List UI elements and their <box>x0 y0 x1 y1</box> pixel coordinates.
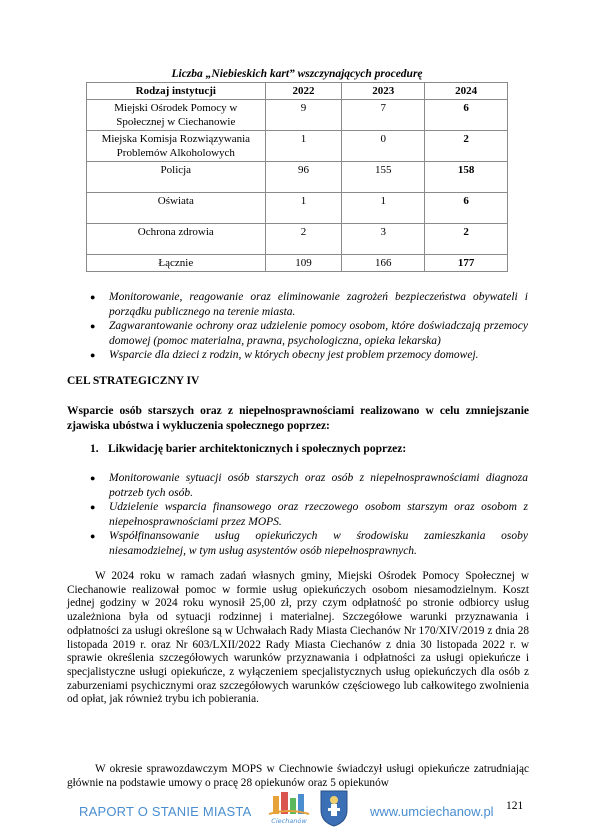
numbered-heading-number: 1. <box>90 443 99 455</box>
cell-2024: 6 <box>425 193 508 224</box>
cell-institution: Oświata <box>87 193 266 224</box>
cell-2022: 1 <box>265 193 342 224</box>
cell-2024: 2 <box>425 224 508 255</box>
page-number: 121 <box>506 800 524 812</box>
coat-of-arms-icon <box>318 788 350 828</box>
list-item: ● Monitorowanie, reagowanie oraz eliminowanie zagrożeń bezpieczeństwa obywateli i porządku publicznego na terenie miasta. <box>90 291 528 318</box>
table-row <box>87 193 508 224</box>
cell-institution: Policja <box>87 162 266 193</box>
bullet-icon: ● <box>90 350 96 360</box>
cell-2024: 177 <box>425 255 508 272</box>
cell-institution: Miejska Komisja Rozwiązywania Problemów Alkoholowych <box>87 131 266 162</box>
cell-2024: 2 <box>425 131 508 162</box>
table-row <box>87 100 508 131</box>
bullet-icon: ● <box>90 473 96 483</box>
table-total-row <box>87 255 508 272</box>
cell-institution: Miejski Ośrodek Pomocy w Społecznej w Ciechanowie <box>87 100 266 131</box>
list-item: ● Wsparcie dla dzieci z rodzin, w których obecny jest problem przemocy domowej. <box>90 349 479 361</box>
cell-2022: 9 <box>265 100 342 131</box>
header-2024: 2024 <box>425 83 508 100</box>
cell-2022: 1 <box>265 131 342 162</box>
strategic-intro: Wsparcie osób starszych oraz z niepełnosprawnościami realizowano w celu zmniejszanie zjawiska ubóstwa i wykluczenia społecznego poprzez: <box>67 405 529 432</box>
bullet-icon: ● <box>90 502 96 512</box>
cell-2022: 2 <box>265 224 342 255</box>
table-row <box>87 131 508 162</box>
paragraph-reporting-period: W okresie sprawozdawczym MOPS w Ciechnowie świadczył usługi opiekuńcze zatrudniając głównie na podstawie umowy o pracę 28 opiekunów oraz 5 opiekunów <box>67 763 529 789</box>
header-institution: Rodzaj instytucji <box>87 83 266 100</box>
bullet-icon: ● <box>90 531 96 541</box>
city-logo-icon <box>265 790 313 826</box>
cell-2022: 109 <box>265 255 342 272</box>
bullet-icon: ● <box>90 292 96 302</box>
cell-2023: 3 <box>342 224 425 255</box>
cell-2023: 0 <box>342 131 425 162</box>
cell-2023: 155 <box>342 162 425 193</box>
cell-2023: 1 <box>342 193 425 224</box>
footer-website: www.umciechanow.pl <box>370 804 494 819</box>
footer-report-title: RAPORT O STANIE MIASTA <box>79 804 252 819</box>
numbered-heading <box>90 443 406 455</box>
bullet-icon: ● <box>90 321 96 331</box>
paragraph-care-services: W 2024 roku w ramach zadań własnych gminy, Miejski Ośrodek Pomocy Społecznej w Ciechanowie realizował pomoc w formie usług opiekuńczych osobom niesamodzielnym. Koszt jednej godziny w 2024 roku wynosił 25,00 zł, przy czym odpłatność po stronie odbiorcy usług uzależniona była od sytuacji rodzinnej i materialnej. Szczegółowe warunki przyznawania i odpłatności za usługi określone są w Uchwałach Rady Miasta Ciechanów Nr 170/XIV/2019 z dnia 28 listopada 2019 r. oraz Nr 603/LXII/2022 Rady Miasta Ciechanów z dnia 30 listopada 2022 r. w sprawie określenia szczegółowych warunków przyznawania i odpłatności za usługi opiekuńcze i specjalistyczne usługi opiekuńcze, z wyłączeniem specjalistycznych usług opiekuńczych dla osób z zaburzeniami psychicznymi oraz szczegółowych warunków częściowego lub całkowitego zwolnienia od opłat, jak również trybu ich pobierania. <box>67 570 529 706</box>
strategic-goal-heading: CEL STRATEGICZNY IV <box>67 375 200 387</box>
blue-cards-table <box>86 82 508 272</box>
cell-institution: Łącznie <box>87 255 266 272</box>
cell-institution: Ochrona zdrowia <box>87 224 266 255</box>
logo-text: Ciechanów <box>271 817 307 825</box>
cell-2023: 166 <box>342 255 425 272</box>
header-2023: 2023 <box>342 83 425 100</box>
table-header-row <box>87 83 508 100</box>
cell-2022: 96 <box>265 162 342 193</box>
list-item: ● Współfinansowanie usług opiekuńczych w środowisku zamieszkania osoby niesamodzielnej, w tym usług asystentów osób niepełnosprawnych. <box>90 530 528 557</box>
list-item: ● Udzielenie wsparcia finansowego oraz rzeczowego osobom starszym oraz osobom z niepełnosprawnościami przez MOPS. <box>90 501 528 528</box>
cell-2024: 6 <box>425 100 508 131</box>
cell-2023: 7 <box>342 100 425 131</box>
table-row <box>87 162 508 193</box>
list-item: ● Zagwarantowanie ochrony oraz udzielenie pomocy osobom, które doświadczają przemocy domowej (pomoc materialna, prawna, psychologiczna, opieka lekarska) <box>90 320 528 347</box>
list-item: ● Monitorowanie sytuacji osób starszych oraz osób z niepełnosprawnościami diagnoza potrzeb tych osób. <box>90 472 528 499</box>
bullet-list-violence <box>90 290 528 363</box>
bullet-list-seniors <box>90 471 528 558</box>
table-row <box>87 224 508 255</box>
cell-2024: 158 <box>425 162 508 193</box>
table-title: Liczba „Niebieskich kart” wszczynających procedurę <box>171 68 423 80</box>
header-2022: 2022 <box>265 83 342 100</box>
numbered-heading-text: Likwidację barier architektonicznych i społecznych poprzez: <box>108 443 407 455</box>
